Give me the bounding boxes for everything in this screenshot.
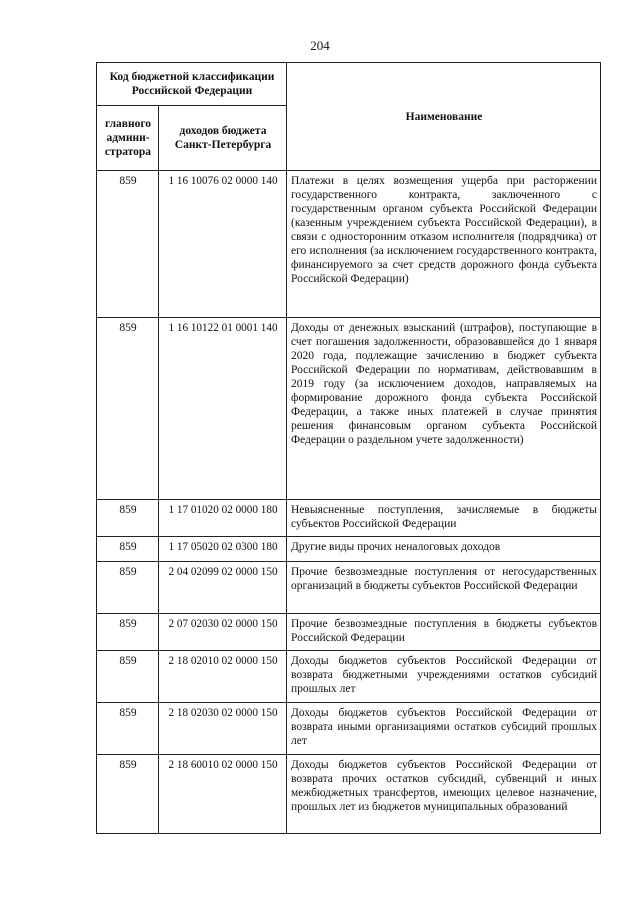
name-cell: Доходы бюджетов субъектов Российской Федерации от возврата прочих остатков субсидий, субвенций и иных межбюджетных трансфертов, имеющих целевое назначение, прошлых лет из бюджетов муниципальных образований xyxy=(287,755,601,834)
name-cell: Платежи в целях возмещения ущерба при расторжении государственного контракта, заключенного с государственным органом субъекта Российской Федерации (казенным учреждением субъекта Российской Федерации), в связи с односторонним отказом исполнителя (подрядчика) от его исполнения (за исключением государственного контракта, финансируемого за счет средств дорожного фонда субъекта Российской Федерации) xyxy=(287,171,601,318)
budget-classification-table xyxy=(96,62,601,834)
income-code-cell: 2 18 60010 02 0000 150 xyxy=(159,755,287,834)
table-row xyxy=(97,171,601,318)
name-cell: Доходы бюджетов субъектов Российской Федерации от возврата бюджетными учреждениями остатков субсидий прошлых лет xyxy=(287,651,601,703)
name-cell: Доходы бюджетов субъектов Российской Федерации от возврата иными организациями остатков субсидий прошлых лет xyxy=(287,703,601,755)
income-code-cell: 1 16 10122 01 0001 140 xyxy=(159,318,287,500)
admin-code-cell: 859 xyxy=(97,651,159,703)
header-admin: главного админи-стратора xyxy=(97,106,159,171)
admin-code-cell: 859 xyxy=(97,500,159,537)
header-group-title: Код бюджетной классификации Российской Федерации xyxy=(97,63,287,106)
table-row xyxy=(97,614,601,651)
header-name: Наименование xyxy=(287,63,601,171)
name-cell: Доходы от денежных взысканий (штрафов), поступающие в счет погашения задолженности, образовавшейся до 1 января 2020 года, подлежащие зачислению в бюджет субъекта Российской Федерации по нормативам, действовавшим в 2019 году (за исключением доходов, направляемых на формирование дорожного фонда субъекта Российской Федерации, а также иных платежей в случае принятия решения финансовым органом субъекта Российской Федерации о раздельном учете задолженности) xyxy=(287,318,601,500)
admin-code-cell: 859 xyxy=(97,562,159,614)
income-code-cell: 1 17 01020 02 0000 180 xyxy=(159,500,287,537)
income-code-cell: 1 16 10076 02 0000 140 xyxy=(159,171,287,318)
admin-code-cell: 859 xyxy=(97,703,159,755)
admin-code-cell: 859 xyxy=(97,171,159,318)
table-row xyxy=(97,318,601,500)
table-row xyxy=(97,755,601,834)
table-row xyxy=(97,703,601,755)
table-row xyxy=(97,500,601,537)
header-income-code: доходов бюджета Санкт-Петербурга xyxy=(159,106,287,171)
income-code-cell: 1 17 05020 02 0300 180 xyxy=(159,537,287,562)
name-cell: Другие виды прочих неналоговых доходов xyxy=(287,537,601,562)
table-row xyxy=(97,651,601,703)
table-row xyxy=(97,562,601,614)
admin-code-cell: 859 xyxy=(97,537,159,562)
table-row xyxy=(97,537,601,562)
income-code-cell: 2 07 02030 02 0000 150 xyxy=(159,614,287,651)
admin-code-cell: 859 xyxy=(97,614,159,651)
page-number: 204 xyxy=(310,38,330,53)
name-cell: Прочие безвозмездные поступления от негосударственных организаций в бюджеты субъектов Российской Федерации xyxy=(287,562,601,614)
income-code-cell: 2 04 02099 02 0000 150 xyxy=(159,562,287,614)
income-code-cell: 2 18 02030 02 0000 150 xyxy=(159,703,287,755)
name-cell: Прочие безвозмездные поступления в бюджеты субъектов Российской Федерации xyxy=(287,614,601,651)
name-cell: Невыясненные поступления, зачисляемые в бюджеты субъектов Российской Федерации xyxy=(287,500,601,537)
admin-code-cell: 859 xyxy=(97,755,159,834)
admin-code-cell: 859 xyxy=(97,318,159,500)
header-row-top xyxy=(97,63,601,106)
income-code-cell: 2 18 02010 02 0000 150 xyxy=(159,651,287,703)
